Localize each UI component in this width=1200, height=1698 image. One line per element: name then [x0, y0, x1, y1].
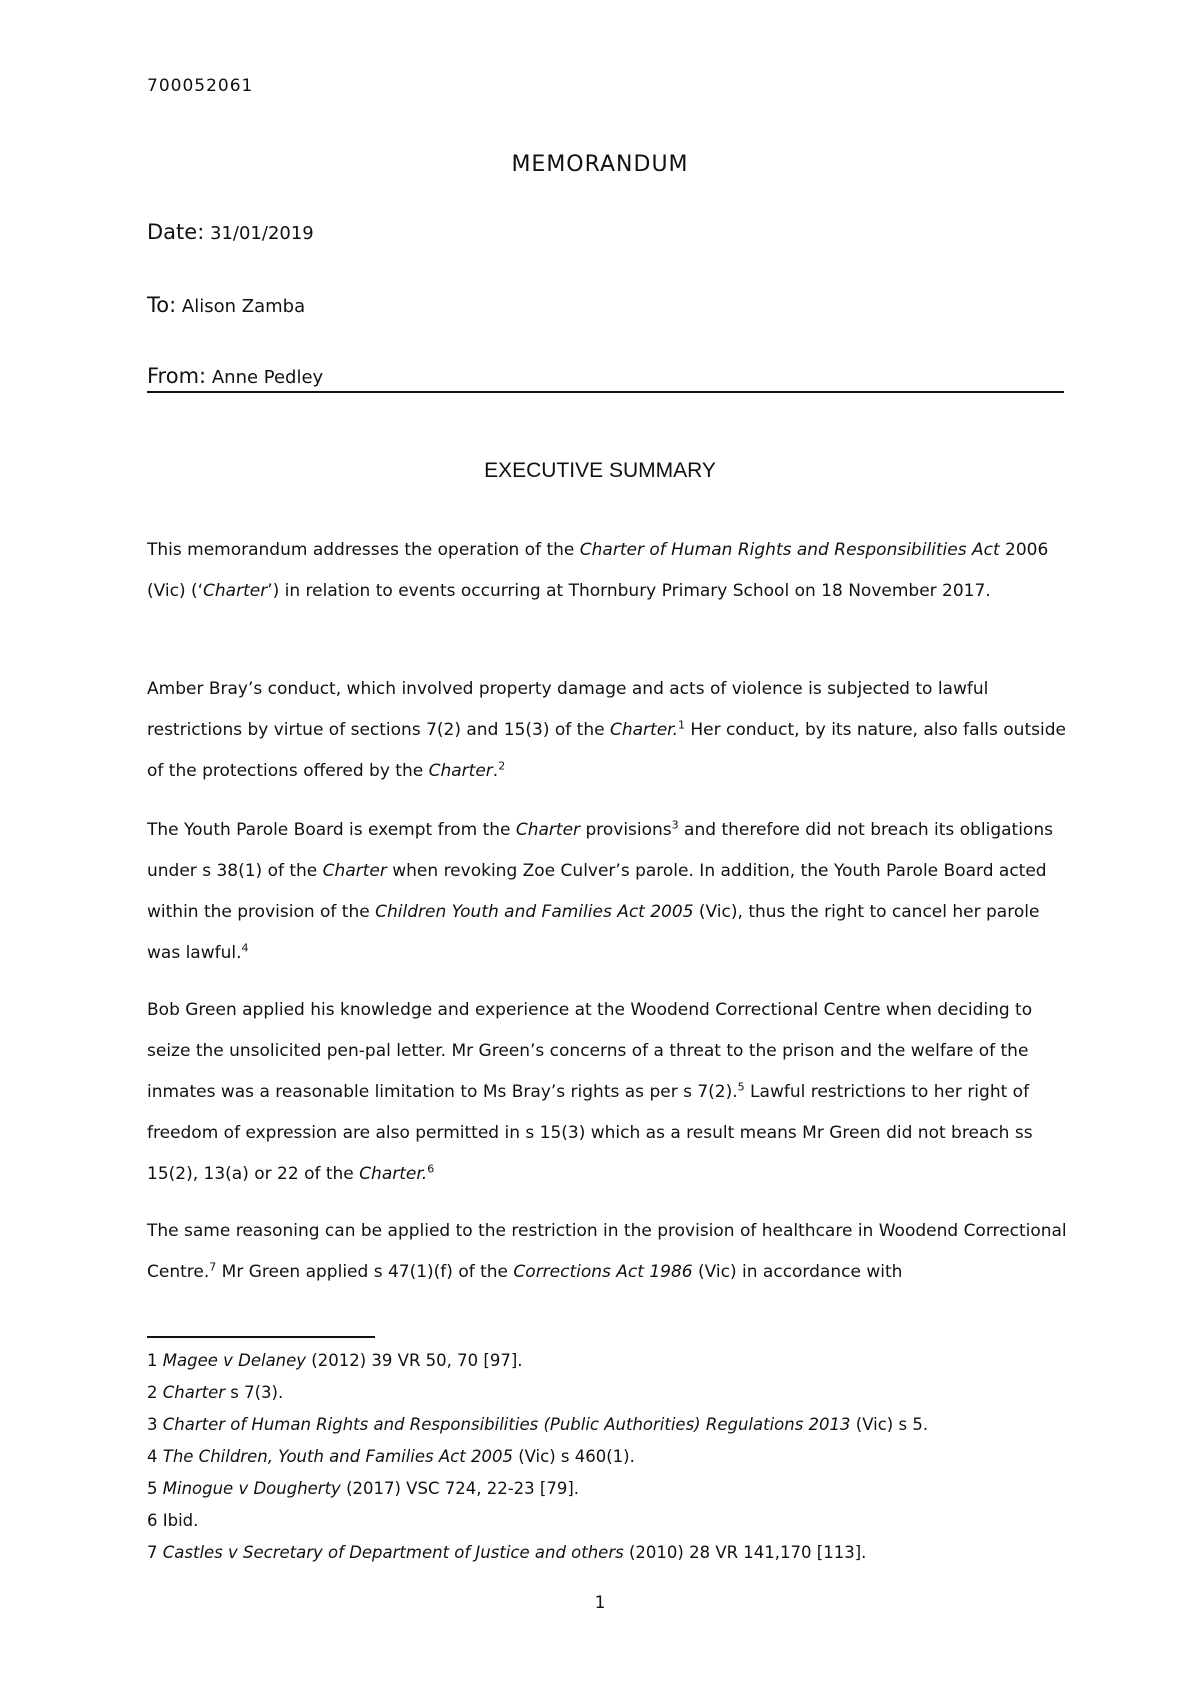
footnote-separator [147, 1336, 375, 1338]
from-value: Anne Pedley [211, 367, 324, 388]
date-value: 31/01/2019 [210, 223, 314, 244]
footnote-ref[interactable]: 3 [671, 818, 679, 832]
page-number: 1 [594, 1593, 606, 1613]
footnote-ref[interactable]: 7 [209, 1260, 217, 1274]
footnote-6: 6 Ibid. [147, 1511, 199, 1530]
student-id: 700052061 [147, 76, 254, 96]
to-label: To: [147, 293, 177, 317]
to-line [147, 293, 305, 317]
footnote-ref[interactable]: 1 [678, 718, 685, 732]
footnote-3: 3 Charter of Human Rights and Responsibilities (Public Authorities) Regulations 2013 (Vic) s 5. [147, 1415, 929, 1434]
summary-paragraph-2: Amber Bray’s conduct, which involved property damage and acts of violence is subjected to lawful restrictions by virtue of sections 7(2) and 15(3) of the Charter.$^1$ Her conduct, by its nature, also falls outside of the protections offered by the Charter.$^2$ [147, 679, 1066, 781]
date-line [147, 220, 314, 244]
footnote-ref[interactable]: 5 [737, 1080, 745, 1094]
summary-paragraph-4: Bob Green applied his knowledge and experience at the Woodend Correctional Centre when deciding to seize the unsolicited pen-pal letter. Mr Green’s concerns of a threat to the prison and the welfare of the inmates was a reasonable limitation to Ms Bray’s rights as per s 7(2).$^5$ Lawful restrictions to her right of freedom of expression are also permitted in s 15(3) which as a result means Mr Green did not breach ss 15(2), 13(a) or 22 of the Charter.$^6$ [147, 1000, 1033, 1184]
to-value: Alison Zamba [181, 296, 306, 317]
footnote-ref[interactable]: 6 [427, 1162, 435, 1176]
summary-paragraph-3: The Youth Parole Board is exempt from the Charter provisions$^3$ and therefore did not breach its obligations under s 38(1) of the Charter when revoking Zoe Culver’s parole. In addition, the Youth Parole Board acted within the provision of the Children Youth and Families Act 2005 (Vic), thus the right to cancel her parole was lawful.$^4$ [147, 818, 1053, 963]
footnote-ref[interactable]: 4 [241, 941, 249, 955]
footnote-ref[interactable]: 2 [498, 759, 506, 773]
summary-paragraph-1: This memorandum addresses the operation of the Charter of Human Rights and Responsibilities Act 2006 (Vic) (‘Charter’) in relation to events occurring at Thornbury Primary School on 18 November 2017. [147, 540, 1049, 601]
header-divider [147, 391, 1064, 393]
footnote-1: 1 Magee v Delaney (2012) 39 VR 50, 70 [97]. [147, 1351, 523, 1370]
date-label: Date: [147, 220, 205, 244]
footnote-5: 5 Minogue v Dougherty (2017) VSC 724, 22-23 [79]. [147, 1479, 579, 1498]
from-label: From: [147, 364, 207, 388]
footnote-7: 7 Castles v Secretary of Department of Justice and others (2010) 28 VR 141,170 [113]. [147, 1543, 867, 1562]
from-line [147, 364, 323, 388]
executive-summary-heading: EXECUTIVE SUMMARY [484, 459, 716, 482]
footnote-4: 4 The Children, Youth and Families Act 2005 (Vic) s 460(1). [147, 1447, 635, 1466]
summary-paragraph-5: The same reasoning can be applied to the restriction in the provision of healthcare in Woodend Correctional Centre.$^7$ Mr Green applied s 47(1)(f) of the Corrections Act 1986 (Vic) in accordance with [147, 1221, 1067, 1282]
memo-title: MEMORANDUM [511, 152, 689, 177]
footnote-2: 2 Charter s 7(3). [147, 1383, 284, 1402]
